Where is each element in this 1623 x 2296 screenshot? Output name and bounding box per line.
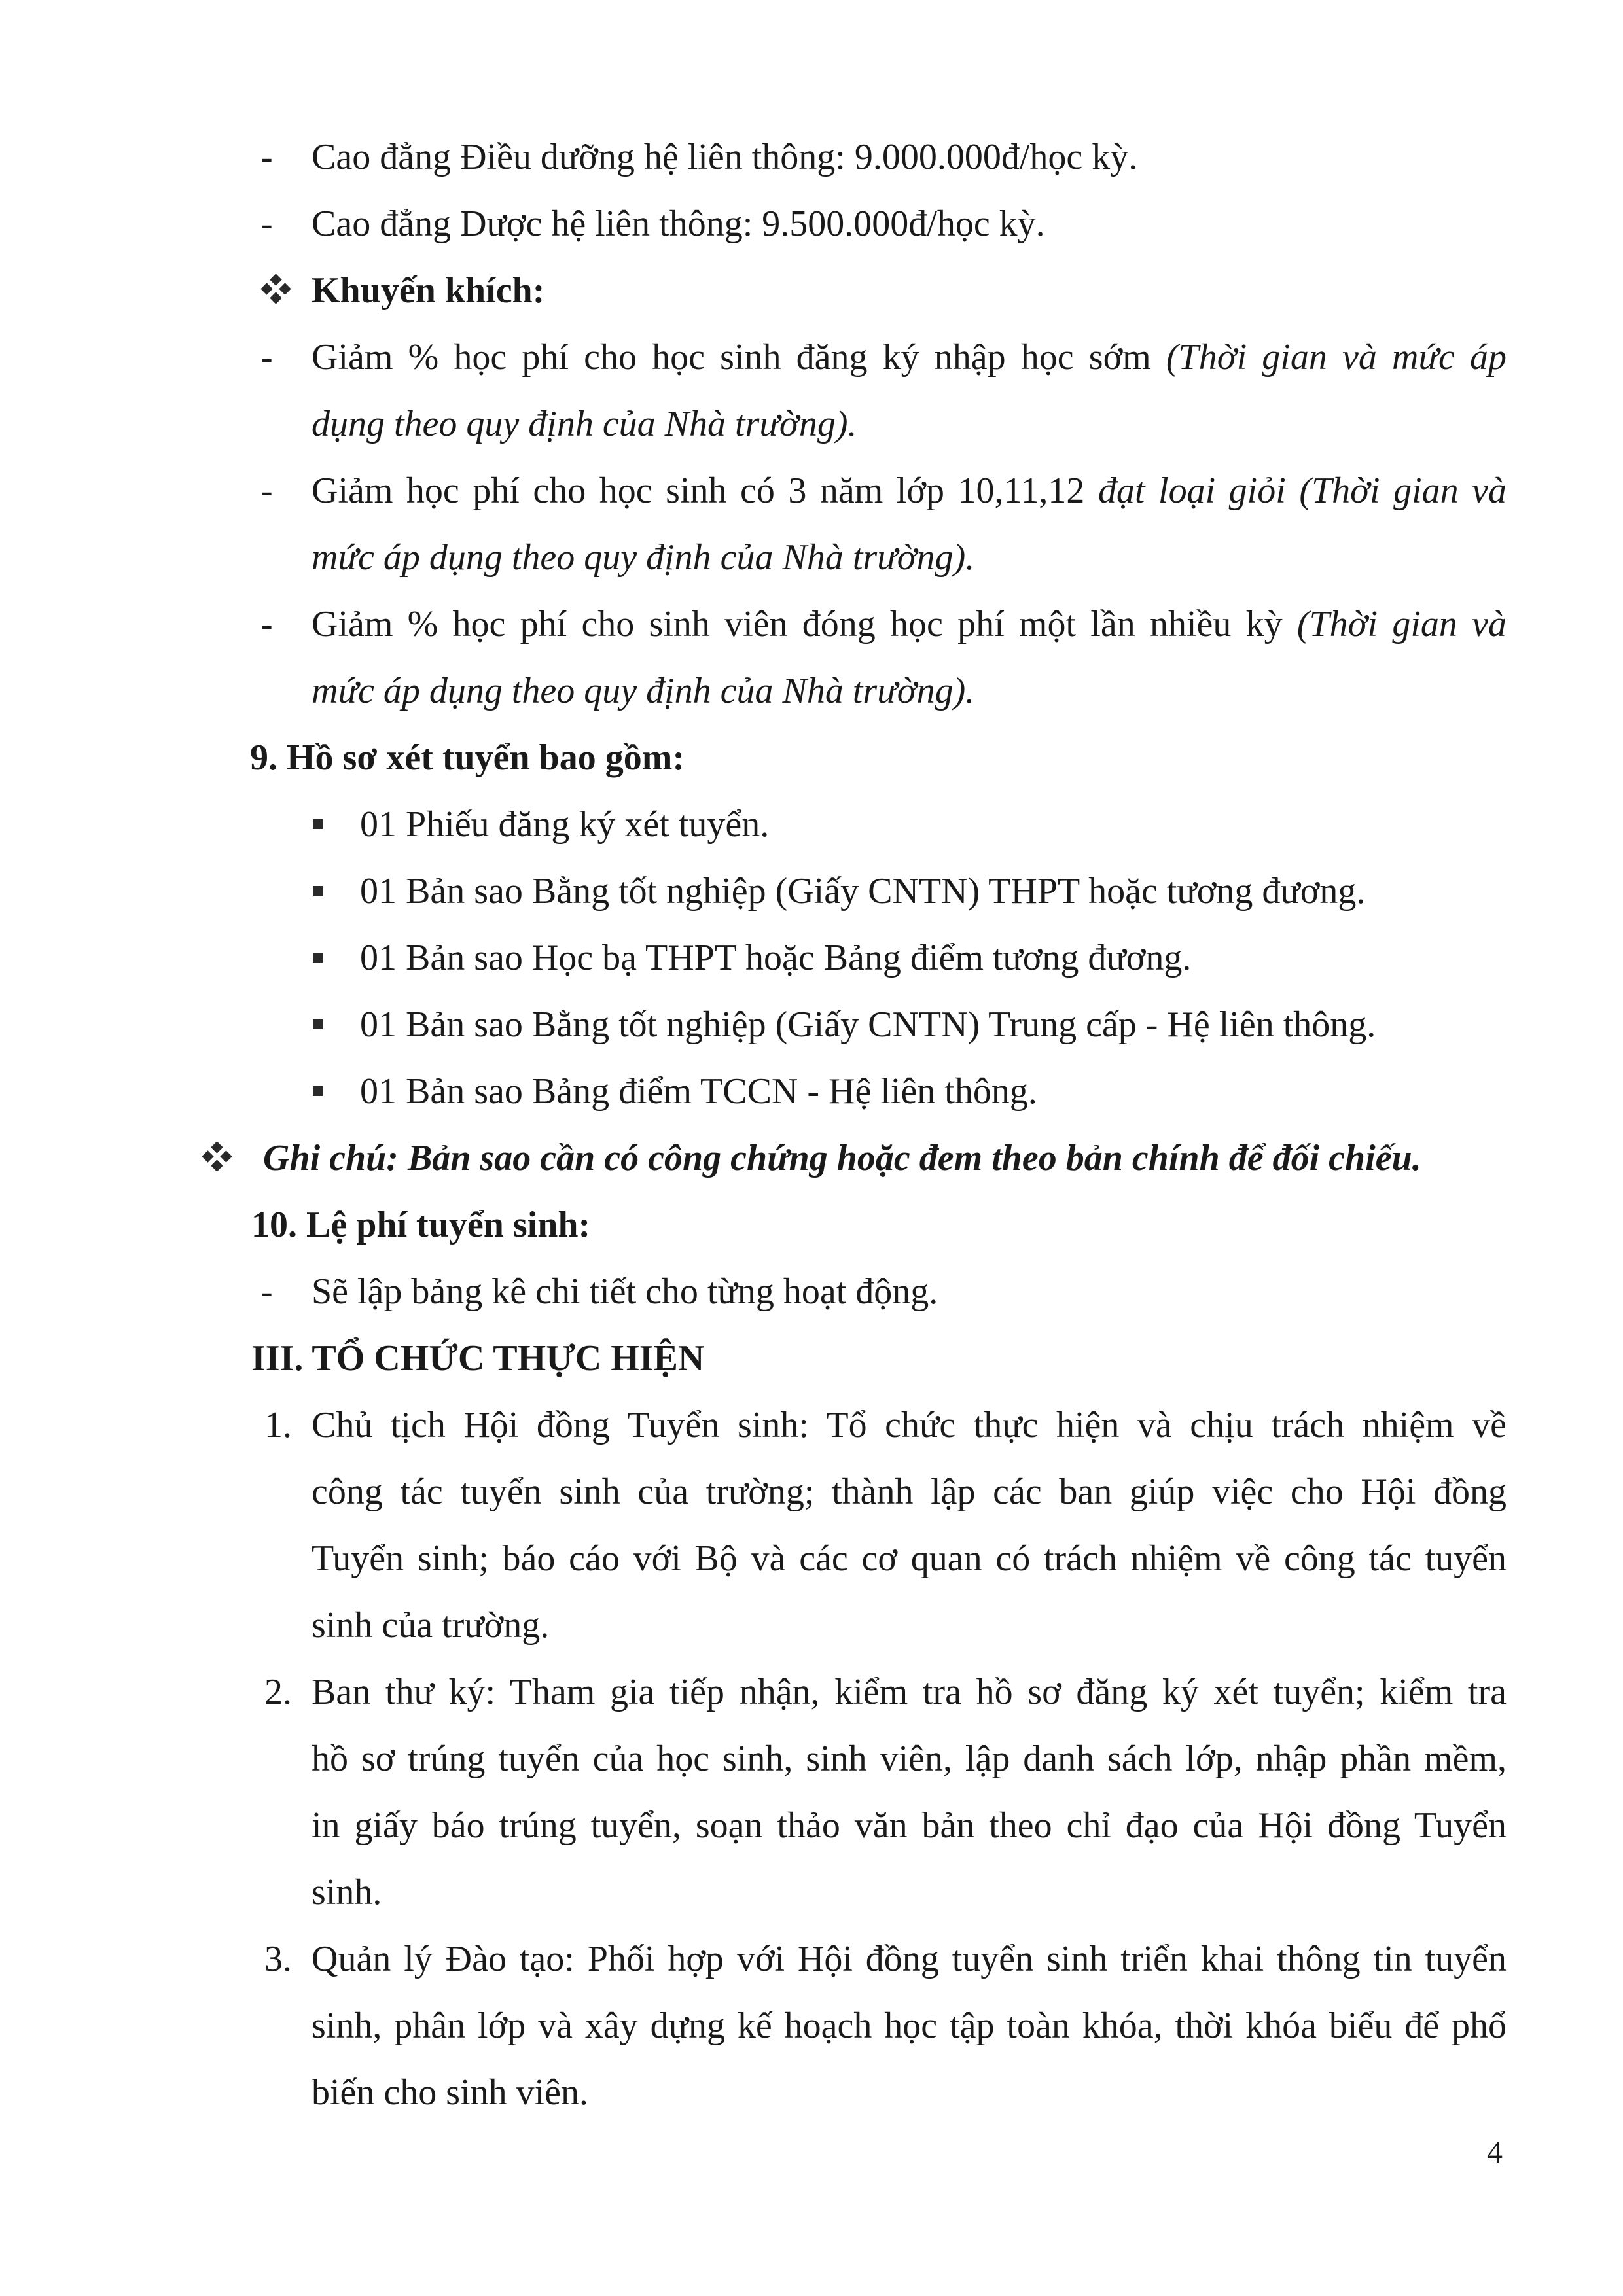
section3-item-2-line-1: Ban thư ký: Tham gia tiếp nhận, kiểm tra hồ sơ đăng ký xét tuyển; kiểm tra (312, 1672, 1507, 1712)
diamond-bullet-icon (203, 1142, 232, 1171)
section3-item-2-line-2: hồ sơ trúng tuyển của học sinh, sinh viên, lập danh sách lớp, nhập phần mềm, (312, 1739, 1507, 1779)
encourage-item-2-line-1: Giảm học phí cho học sinh có 3 năm lớp 10,11,12 đạt loại giỏi (Thời gian và (312, 470, 1507, 511)
dossier-item: 01 Bản sao Bằng tốt nghiệp (Giấy CNTN) THPT hoặc tương đương. (360, 871, 1366, 911)
section-heading: III. TỔ CHỨC THỰC HIỆN (251, 1338, 705, 1379)
list-dash: - (260, 337, 273, 378)
list-dash: - (260, 1271, 273, 1312)
fee-heading: 10. Lệ phí tuyển sinh: (251, 1205, 591, 1245)
encourage-item-2-line-2: mức áp dụng theo quy định của Nhà trường). (312, 537, 975, 578)
section3-item-3-line-1: Quản lý Đào tạo: Phối hợp với Hội đồng tuyển sinh triển khai thông tin tuyển (312, 1939, 1507, 1979)
list-dash: - (260, 203, 273, 244)
list-dash: - (260, 470, 273, 511)
section3-item-3-line-2: sinh, phân lớp và xây dựng kế hoạch học tập toàn khóa, thời khóa biểu để phổ (312, 2005, 1507, 2046)
list-number: 2. (264, 1672, 292, 1712)
encourage-heading: Khuyến khích: (312, 270, 545, 311)
list-number: 1. (264, 1405, 292, 1445)
square-bullet-icon (313, 886, 323, 896)
encourage-item-1-line-1: Giảm % học phí cho học sinh đăng ký nhập học sớm (Thời gian và mức áp (312, 337, 1507, 378)
section3-item-1-line-4: sinh của trường. (312, 1605, 550, 1646)
dossier-heading: 9. Hồ sơ xét tuyển bao gồm: (250, 737, 685, 778)
section3-item-1-line-3: Tuyển sinh; báo cáo với Bộ và các cơ quan có trách nhiệm về công tác tuyển (312, 1538, 1507, 1579)
section3-item-1-line-2: công tác tuyển sinh của trường; thành lập các ban giúp việc cho Hội đồng (312, 1472, 1507, 1512)
section3-item-3-line-3: biến cho sinh viên. (312, 2072, 589, 2113)
list-dash: - (260, 604, 273, 645)
section3-item-2-line-3: in giấy báo trúng tuyển, soạn thảo văn bản theo chỉ đạo của Hội đồng Tuyển (312, 1805, 1507, 1846)
dossier-item: 01 Phiếu đăng ký xét tuyển. (360, 804, 770, 845)
square-bullet-icon (313, 1086, 323, 1096)
list-number: 3. (264, 1939, 292, 1979)
square-bullet-icon (313, 953, 323, 963)
section3-item-2-line-4: sinh. (312, 1872, 382, 1913)
encourage-item-3-line-1: Giảm % học phí cho sinh viên đóng học phí một lần nhiều kỳ (Thời gian và (312, 604, 1507, 645)
square-bullet-icon (313, 819, 323, 829)
dossier-item: 01 Bản sao Bằng tốt nghiệp (Giấy CNTN) Trung cấp - Hệ liên thông. (360, 1004, 1376, 1045)
fee-item: Sẽ lập bảng kê chi tiết cho từng hoạt động. (312, 1271, 938, 1312)
encourage-item-1-line-2: dụng theo quy định của Nhà trường). (312, 404, 857, 444)
note-text: Ghi chú: Bản sao cần có công chứng hoặc đem theo bản chính để đối chiếu. (263, 1138, 1421, 1178)
list-dash: - (260, 137, 273, 177)
encourage-item-3-line-2: mức áp dụng theo quy định của Nhà trường). (312, 671, 975, 711)
tuition-pharmacy: Cao đẳng Dược hệ liên thông: 9.500.000đ/học kỳ. (312, 203, 1045, 244)
tuition-nursing: Cao đẳng Điều dưỡng hệ liên thông: 9.000.000đ/học kỳ. (312, 137, 1138, 177)
page-number: 4 (1487, 2135, 1503, 2170)
section3-item-1-line-1: Chủ tịch Hội đồng Tuyển sinh: Tổ chức thực hiện và chịu trách nhiệm về (312, 1405, 1507, 1445)
dossier-item: 01 Bản sao Bảng điểm TCCN - Hệ liên thông. (360, 1071, 1037, 1112)
diamond-bullet-icon (262, 275, 291, 304)
dossier-item: 01 Bản sao Học bạ THPT hoặc Bảng điểm tương đương. (360, 938, 1192, 978)
square-bullet-icon (313, 1019, 323, 1029)
